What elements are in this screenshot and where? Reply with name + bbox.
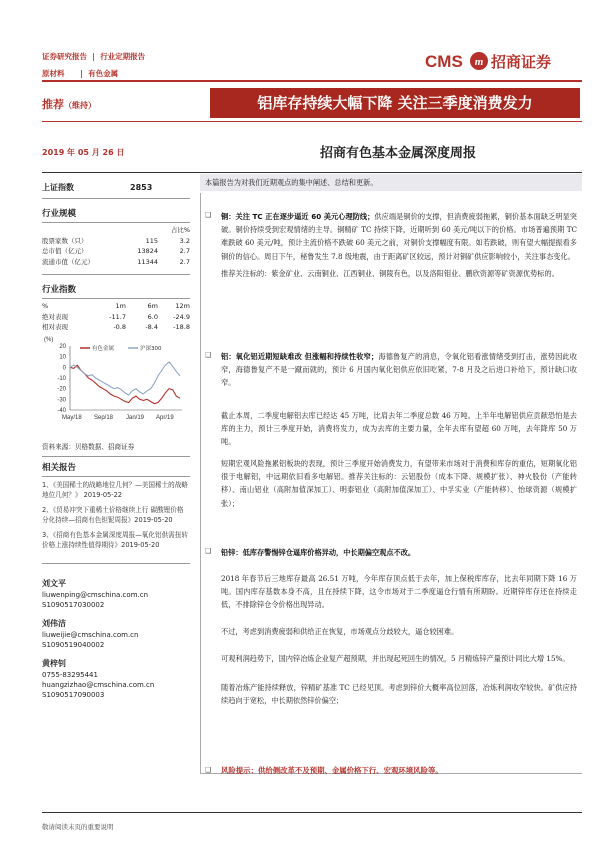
footer-divider <box>42 812 582 813</box>
scale-unit: 占比% <box>170 226 190 234</box>
perf-label: 绝对表现 <box>42 312 68 321</box>
section-body: 推荐关注标的：紫金矿业、云南铜业、江西铜业、铜陵有色，以及洛阳钼业、鹏欣资源等矿资源优势标的。 <box>221 269 559 278</box>
perf-row <box>42 312 190 323</box>
section-paragraph <box>221 210 577 263</box>
perf-value: 6.0 <box>147 312 158 321</box>
chart-ytick: -10 <box>57 376 66 382</box>
analyst-email: huangzizhao@cmschina.com.cn <box>42 680 155 689</box>
section-paragraph <box>221 546 577 559</box>
scale-title: 行业规模 <box>42 209 77 219</box>
scale-pct: 2.7 <box>179 247 190 255</box>
section-paragraph <box>221 267 577 280</box>
chart-series-line <box>70 365 180 403</box>
perf-table <box>42 301 190 333</box>
rating-sub: （维持） <box>64 101 96 110</box>
analyst <box>42 578 190 610</box>
analyst-id: S1090517090003 <box>42 690 105 699</box>
chart-xtick: Apr/19 <box>156 415 174 421</box>
chart-source: 资料来源：贝格数据、招商证券 <box>42 443 135 451</box>
chart-xtick: May/18 <box>62 415 82 421</box>
analysts <box>42 578 190 700</box>
section-paragraph <box>221 652 577 665</box>
related-report-link[interactable]: 2、《贸易冲突下重稀土价格继续上行 碳酸锂价格分化持续—招商有色钽铌周报》2019-05-20 <box>42 505 184 524</box>
analyst-name: 刘伟洁 <box>42 618 66 628</box>
related-report-link[interactable]: 1、《美国稀土的战略地位几何？—美国稀土的战略地位几何？》 2019-05-22 <box>42 480 188 499</box>
scale-pct: 2.7 <box>179 257 190 266</box>
perf-head-row <box>42 301 190 312</box>
analyst-email: liuweijie@cmschina.com.cn <box>42 630 139 639</box>
chart-xtick: Jan/19 <box>126 415 145 421</box>
sidebar-lower <box>42 442 190 708</box>
scale-label: 股票家数（只） <box>42 236 88 245</box>
section-paragraph <box>221 350 577 390</box>
chart-series-line <box>70 362 180 395</box>
section-title: 铝：氧化铝近期短缺难改 但涨幅和持续性收窄； <box>221 352 379 361</box>
section-bullet-icon: ❑ <box>205 351 212 359</box>
section-bullet-icon: ❑ <box>205 547 212 555</box>
risk-bullet-icon: ❑ <box>205 766 212 774</box>
header-report-kind: 行业定期报告 <box>100 52 146 61</box>
scale-row <box>42 257 190 268</box>
section-body: 供应端是铜价的支撑，但消费疲弱拖累，铜价基本面缺乏明显突破。铜价持续受到宏观情绪的主导。铜精矿 TC 持续下降，近期听到 60 美元/吨以下的价格。市场普遍预期 TC 难跌破 60 美元/吨，预计主流价格不跌破 60 美元之前，对铜价支撑幅度有限。如若跌破，则有望大幅提振看多铜价的信心。周日下午，秘鲁发生 7.8 级地震，由于距离矿区较远，预计对铜矿供应影响较小，关注事态变化。 <box>221 212 577 261</box>
intro-text: 本篇报告为对我们近期观点的集中阐述、总结和更新。 <box>205 178 378 187</box>
banner-divider <box>42 121 582 122</box>
chart-ytick: 10 <box>59 354 66 361</box>
index-label: 上证指数 <box>42 183 74 192</box>
content-divider <box>42 172 582 173</box>
chart-ytick: -30 <box>57 397 66 404</box>
scale-unit-row <box>42 225 190 236</box>
section-paragraph <box>221 625 577 638</box>
analyst-id: S1090519040002 <box>42 640 105 649</box>
section-paragraph <box>221 457 577 510</box>
section-body: 可观利润趋势下，国内锌冶炼企业复产超预期，并出现起死回生的情况，5 月精炼锌产量预计同比大增 15%。 <box>221 654 570 663</box>
section-body: 短期宏观风险拖累铝板块的表现，预计三季度开始消费发力，有望带来市场对于消费和库存的重估，短期氧化铝很于电解铝，中远期依旧看多电解铝。推荐关注标的：云铝股份（成本下降、规模扩张）、神火股份（产能转移）、南山铝业（高附加值深加工）、明泰铝业（高附加值深加工）、中孚实业（产能转移）、怡球资源（规模扩张）； <box>221 459 577 508</box>
perf-title: 行业指数 <box>42 285 77 295</box>
scale-value: 115 <box>145 236 158 245</box>
performance-chart <box>42 334 187 424</box>
related-title: 相关报告 <box>42 462 77 473</box>
related-report-link[interactable]: 3、《招商有色基本金属深度周报—氧化铝供需扭转 价格上涨持续性值得期待》2019-05-20 <box>42 530 188 549</box>
report-date: 2019 年 05 月 26 日 <box>42 148 125 157</box>
report-subtitle: 招商有色基本金属深度周报 <box>320 146 477 161</box>
analyst <box>42 618 190 650</box>
analyst-phone: 0755-83295441 <box>42 670 98 679</box>
logo-mark-letter: m <box>474 56 484 68</box>
section-paragraph <box>221 572 577 612</box>
logo-cn: 招商证券 <box>491 53 552 71</box>
header-divider <box>42 80 582 82</box>
logo-text: CMS <box>425 52 463 71</box>
section-body: 2018 年春节后三地库存最高 26.51 万吨，今年库存顶点低于去年，加上保税库库存，比去年同期下降 16 万吨。国内库存基数本身不高，且在持续下降，这令市场对于二季度逼仓行情有所期盼。近期锌库存还在持续走低，不排除锌仓令价格出现异动。 <box>221 574 577 610</box>
chart-svg <box>42 334 187 424</box>
analyst-email: liuwenping@cmschina.com.cn <box>42 590 149 599</box>
section-paragraph <box>221 681 577 707</box>
perf-row <box>42 322 190 333</box>
analyst-id: S1090517030002 <box>42 600 105 609</box>
perf-value: -18.8 <box>173 323 190 331</box>
analyst <box>42 658 190 700</box>
section-body: 截止本周，二季度电解铝去库已经达 45 万吨，比肩去年二季度总数 46 万吨。上半年电解铝供应贡献恐怕是去库的主力，预计三季度开始，消费将发力，成为去库的主要力量，全年去库有望超 60 万吨，去年降库 50 万吨。 <box>221 411 577 447</box>
perf-head: % <box>42 302 49 310</box>
analyst-name: 黄梓钊 <box>42 658 66 668</box>
perf-head: 12m <box>175 302 190 310</box>
main-left-rule <box>200 193 201 773</box>
section-bullet-icon: ❑ <box>205 211 212 219</box>
section-body: 海德鲁复产的消息，令氧化铝看涨情绪受到打击，涨势因此收窄，海德鲁复产不是一蹴而就的，预计 6 月国内氧化铝供应依旧吃紧，7-8 月及之后进口补给下，预计缺口收窄。 <box>221 352 577 388</box>
risk-warning: 风险提示：供给侧改革不及预期、金属价格下行、宏观环境风险等。 <box>221 766 443 775</box>
scale-value: 13824 <box>137 247 158 255</box>
footer-note: 敬请阅读末页的重要说明 <box>42 823 114 831</box>
scale-row <box>42 236 190 247</box>
perf-value: -0.8 <box>113 323 126 331</box>
header-report-type: 证券研究报告 <box>42 52 87 61</box>
header-industry: 有色金属 <box>88 69 119 78</box>
analyst-name: 刘文平 <box>42 578 66 588</box>
section-paragraph <box>221 409 577 449</box>
section-title: 铜：关注 TC 正在逐步逼近 60 美元心理防线； <box>221 212 375 221</box>
rating-label: 推荐 <box>42 98 64 111</box>
scale-label: 流通市值（亿元） <box>42 257 94 266</box>
section-body: 随着冶炼产能持续释放，锌精矿基准 TC 已经见顶。考虑到锌价大概率高位回落，冶炼利润收窄较快。矿供应持续趋向于宽松，中长期依然锌价偏空； <box>221 683 577 706</box>
chart-ytick: 0 <box>62 365 66 372</box>
header-sector: 原材料 <box>42 69 65 78</box>
chart-legend-label: 有色金属 <box>92 346 115 352</box>
chart-ytick: -40 <box>57 408 66 414</box>
perf-value: -8.4 <box>145 323 158 331</box>
perf-head: 6m <box>147 302 158 310</box>
rating <box>42 96 96 112</box>
section-body: 不过，考虑到消费疲弱和供给正在恢复，市场观点分歧较大，逼仓较困难。 <box>221 627 459 636</box>
scale-value: 11344 <box>137 257 158 266</box>
chart-legend-label: 沪深300 <box>140 346 162 352</box>
scale-row <box>42 246 190 257</box>
chart-xtick: Sep/18 <box>94 415 114 421</box>
sidebar <box>42 182 190 333</box>
scale-pct: 3.2 <box>179 236 190 245</box>
perf-value: -24.9 <box>173 312 190 321</box>
related-list <box>42 480 190 551</box>
section-title: 铅锌：低库存警惕锌仓逼库价格异动，中长期偏空观点不改。 <box>221 548 416 557</box>
chart-ytick: -20 <box>57 386 66 393</box>
chart-ylabel: (%) <box>44 337 54 343</box>
chart-ytick: 20 <box>59 344 66 350</box>
perf-label: 相对表现 <box>42 323 68 331</box>
scale-label: 总市值（亿元） <box>42 247 88 255</box>
scale-table <box>42 236 190 268</box>
perf-value: -11.7 <box>109 312 126 321</box>
index-row <box>42 182 190 194</box>
headline-banner: 铝库存持续大幅下降 关注三季度消费发力 <box>210 88 580 118</box>
cms-logo <box>425 50 575 72</box>
header-categories: 证券研究报告 | 行业定期报告 原材料 | 有色金属 <box>42 48 145 82</box>
perf-head: 1m <box>115 302 126 310</box>
index-value: 2853 <box>130 183 153 192</box>
